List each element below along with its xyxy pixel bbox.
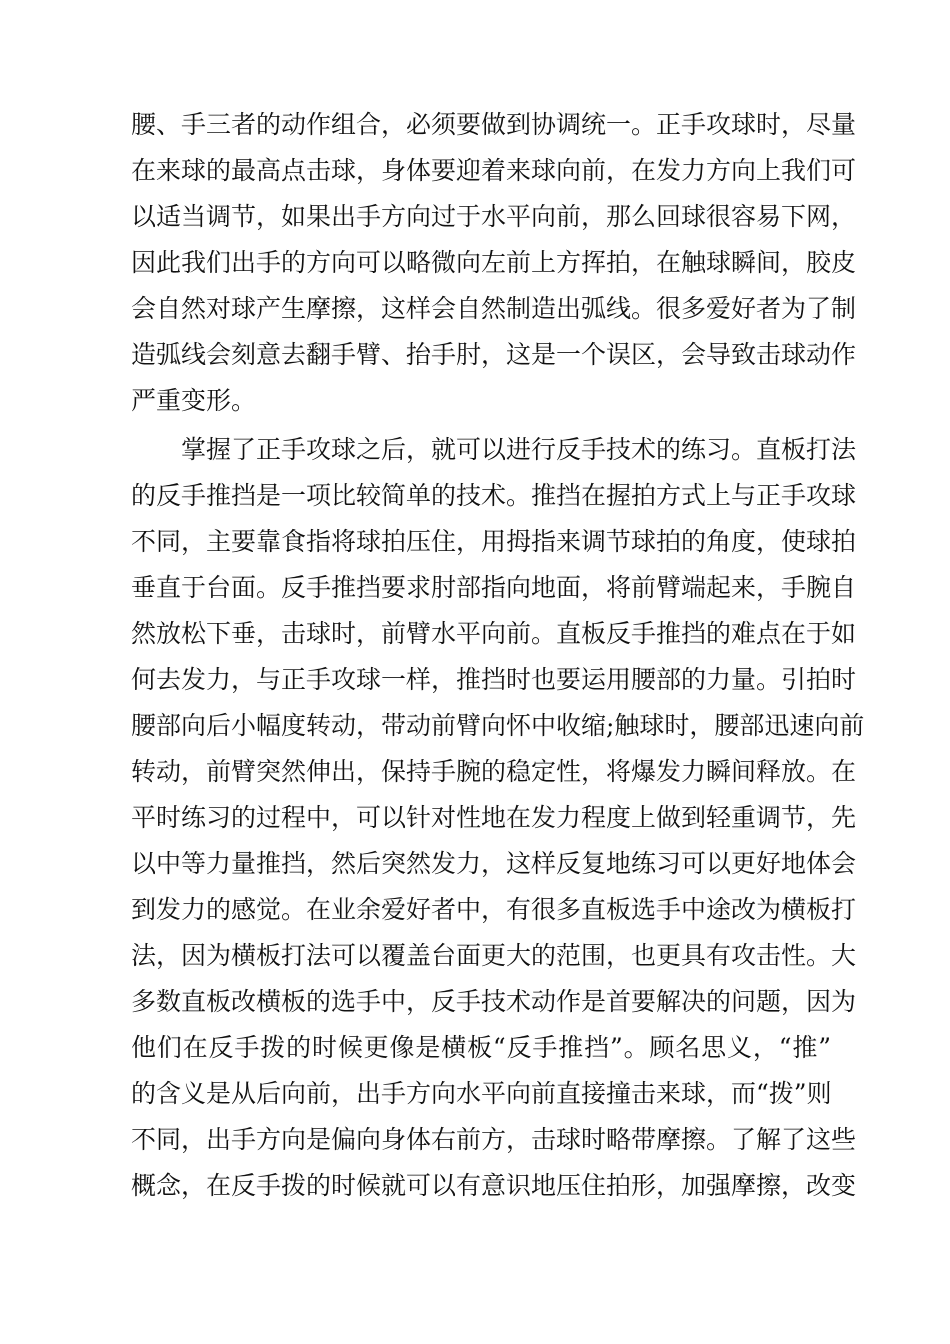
paragraph-line-indented: 掌握了正手攻球之后，就可以进行反手技术的练习。直板打法	[181, 435, 857, 464]
paragraph-line: 何去发力，与正手攻球一样，推挡时也要运用腰部的力量。引拍时	[131, 665, 857, 694]
paragraph-2	[131, 427, 865, 1209]
paragraph-line: 概念，在反手拨的时候就可以有意识地压住拍形，加强摩擦，改变	[131, 1171, 857, 1200]
paragraph-line: 在来球的最高点击球，身体要迎着来球向前，在发力方向上我们可	[131, 156, 857, 185]
paragraph-line: 腰部向后小幅度转动，带动前臂向怀中收缩;触球时，腰部迅速向前	[131, 711, 865, 740]
paragraph-line: 多数直板改横板的选手中，反手技术动作是首要解决的问题，因为	[131, 987, 857, 1016]
paragraph-line: 的反手推挡是一项比较简单的技术。推挡在握拍方式上与正手攻球	[131, 481, 857, 510]
paragraph-line: 以适当调节，如果出手方向过于水平向前，那么回球很容易下网，	[131, 202, 857, 231]
paragraph-line: 会自然对球产生摩擦，这样会自然制造出弧线。很多爱好者为了制	[131, 294, 857, 323]
paragraph-line: 的含义是从后向前，出手方向水平向前直接撞击来球，而“拨”则	[131, 1079, 832, 1108]
paragraph-line: 因此我们出手的方向可以略微向左前上方挥拍，在触球瞬间，胶皮	[131, 248, 857, 277]
paragraph-line: 到发力的感觉。在业余爱好者中，有很多直板选手中途改为横板打	[131, 895, 857, 924]
body-text	[131, 102, 865, 1209]
paragraph-line: 转动，前臂突然伸出，保持手腕的稳定性，将爆发力瞬间释放。在	[131, 757, 857, 786]
paragraph-line-last: 严重变形。	[131, 386, 257, 415]
paragraph-line: 然放松下垂，击球时，前臂水平向前。直板反手推挡的难点在于如	[131, 619, 857, 648]
paragraph-line: 造弧线会刻意去翻手臂、抬手肘，这是一个误区，会导致击球动作	[131, 340, 857, 369]
paragraph-line: 法，因为横板打法可以覆盖台面更大的范围，也更具有攻击性。大	[131, 941, 857, 970]
paragraph-line: 不同，出手方向是偏向身体右前方，击球时略带摩擦。了解了这些	[131, 1125, 857, 1154]
paragraph-line: 不同，主要靠食指将球拍压住，用拇指来调节球拍的角度，使球拍	[131, 527, 857, 556]
paragraph-line: 垂直于台面。反手推挡要求肘部指向地面，将前臂端起来，手腕自	[131, 573, 857, 602]
paragraph-line: 以中等力量推挡，然后突然发力，这样反复地练习可以更好地体会	[131, 849, 857, 878]
paragraph-line: 平时练习的过程中，可以针对性地在发力程度上做到轻重调节，先	[131, 803, 857, 832]
paragraph-1	[131, 102, 857, 424]
paragraph-line: 他们在反手拨的时候更像是横板“反手推挡”。顾名思义，“推”	[131, 1033, 831, 1062]
paragraph-line: 腰、手三者的动作组合，必须要做到协调统一。正手攻球时，尽量	[131, 110, 857, 139]
